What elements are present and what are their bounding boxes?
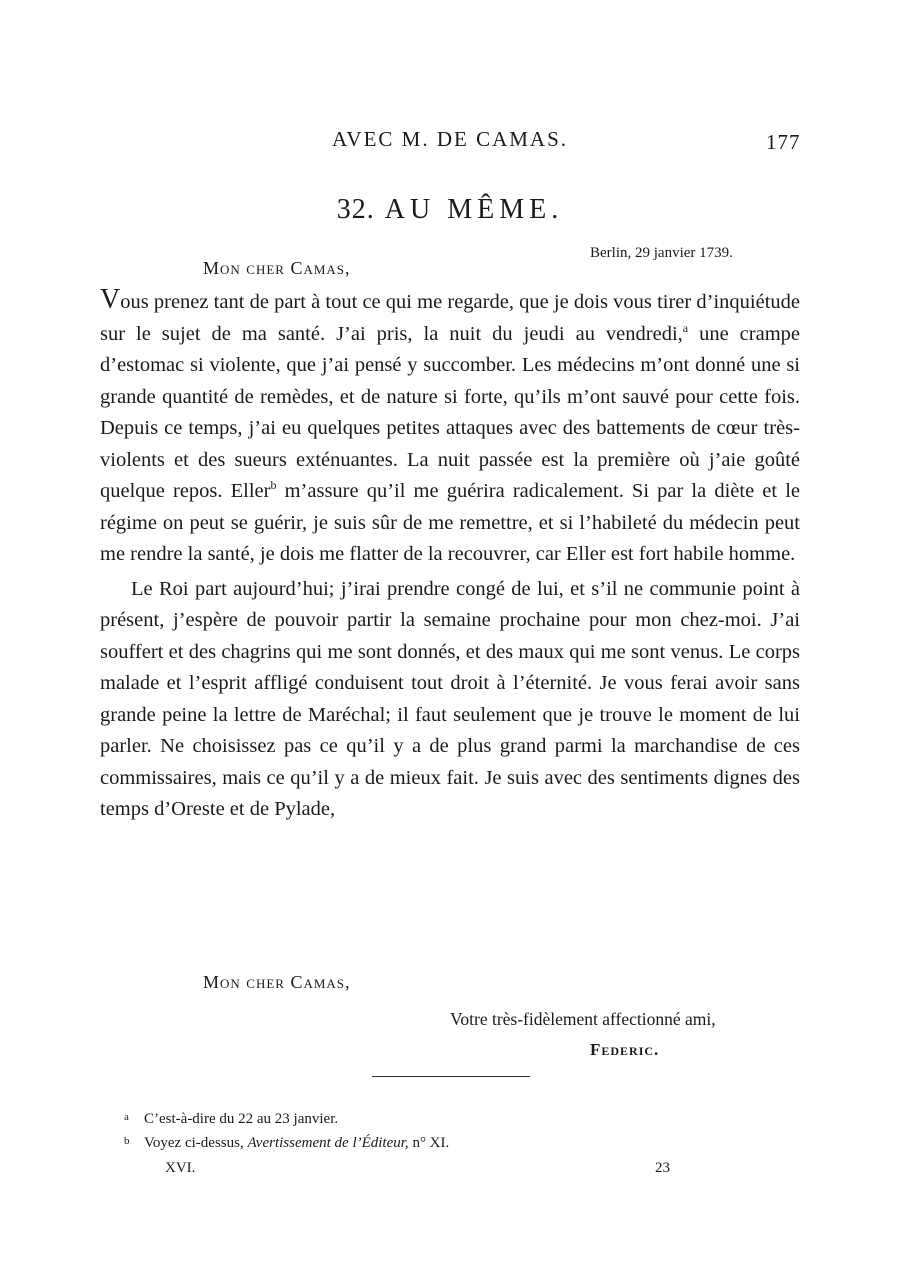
page-number: 177 <box>766 130 801 154</box>
footnote-text: Voyez ci-dessus, <box>144 1135 248 1151</box>
volume-mark: XVI. <box>165 1160 196 1176</box>
paragraph-1-text-a: ous prenez tant de part à tout ce qui me regarde, que je dois vous tirer d’inquiétude sur le sujet de ma santé. J’ai pris, la nuit du jeudi au vendredi, <box>100 291 800 345</box>
paragraph-1-text-b: une crampe d’estomac si violente, que j’ai pensé y succomber. Les médecins m’ont donné une si grande quantité de remèdes, et de nature si forte, qu’ils m’ont sauvé pour cette fois. Depuis ce temps, j’ai eu quelques petites attaques avec des battements de cœur très-violents et des sueurs exténuantes. La nuit passée est la première où j’aie goûté quelque repos. Eller <box>100 322 800 502</box>
footnote-b <box>124 1130 449 1154</box>
signature: Federic. <box>590 1040 660 1059</box>
sheet-number: 23 <box>655 1160 670 1176</box>
running-head: AVEC M. DE CAMAS. <box>331 127 569 151</box>
footnote-text: C’est-à-dire du 22 au 23 janvier. <box>144 1111 339 1127</box>
letter-number: 32. <box>336 194 375 225</box>
paragraph-1-text-c: m’assure qu’il me guérira radicalement. Si par la diète et le régime on peut se guérir, je suis sûr de me remettre, et si l’habileté du médecin peut me rendre la santé, je dois me flatter de la recouvrer, car Eller est fort habile homme. <box>100 480 800 565</box>
drop-cap: V <box>100 284 121 315</box>
footnote-rule <box>372 1076 530 1077</box>
footnote-italic-title: Avertissement de l’Éditeur, <box>247 1135 409 1151</box>
signoff: Votre très-fidèlement affectionné ami, <box>450 1009 716 1029</box>
salutation: Mon cher Camas, <box>203 258 351 278</box>
footnote-mark: b <box>124 1135 130 1147</box>
footnote-a <box>124 1106 449 1130</box>
footnote-mark: a <box>124 1111 129 1123</box>
paragraph-1 <box>100 284 800 571</box>
letter-title: AU MÊME. <box>384 194 564 225</box>
footnote-ref-b: b <box>270 478 277 492</box>
letter-body <box>100 284 800 826</box>
footnote-text-end: n° XI. <box>408 1135 450 1151</box>
dateline: Berlin, 29 janvier 1739. <box>590 245 733 261</box>
footnote-ref-a: a <box>682 320 689 335</box>
closing-salutation: Mon cher Camas, <box>203 972 351 992</box>
paragraph-2: Le Roi part aujourd’hui; j’irai prendre congé de lui, et s’il ne communie point à présent, j’espère de pouvoir partir la semaine prochaine pour mon chez-moi. J’ai souffert et des chagrins qui me sont donnés, et des maux qui me sont venus. Le corps malade et l’esprit affligé conduisent tout droit à l’éternité. Je vous ferai avoir sans grande peine la lettre de Maréchal; il faut seulement que je trouve le moment de lui parler. Ne choisissez pas ce qu’il y a de plus grand parmi la marchandise de ces commissaires, mais ce qu’il y a de mieux fait. Je suis avec des sentiments dignes des temps d’Oreste et de Pylade, <box>100 577 800 820</box>
letter-heading <box>0 194 900 226</box>
footnotes <box>124 1106 449 1154</box>
